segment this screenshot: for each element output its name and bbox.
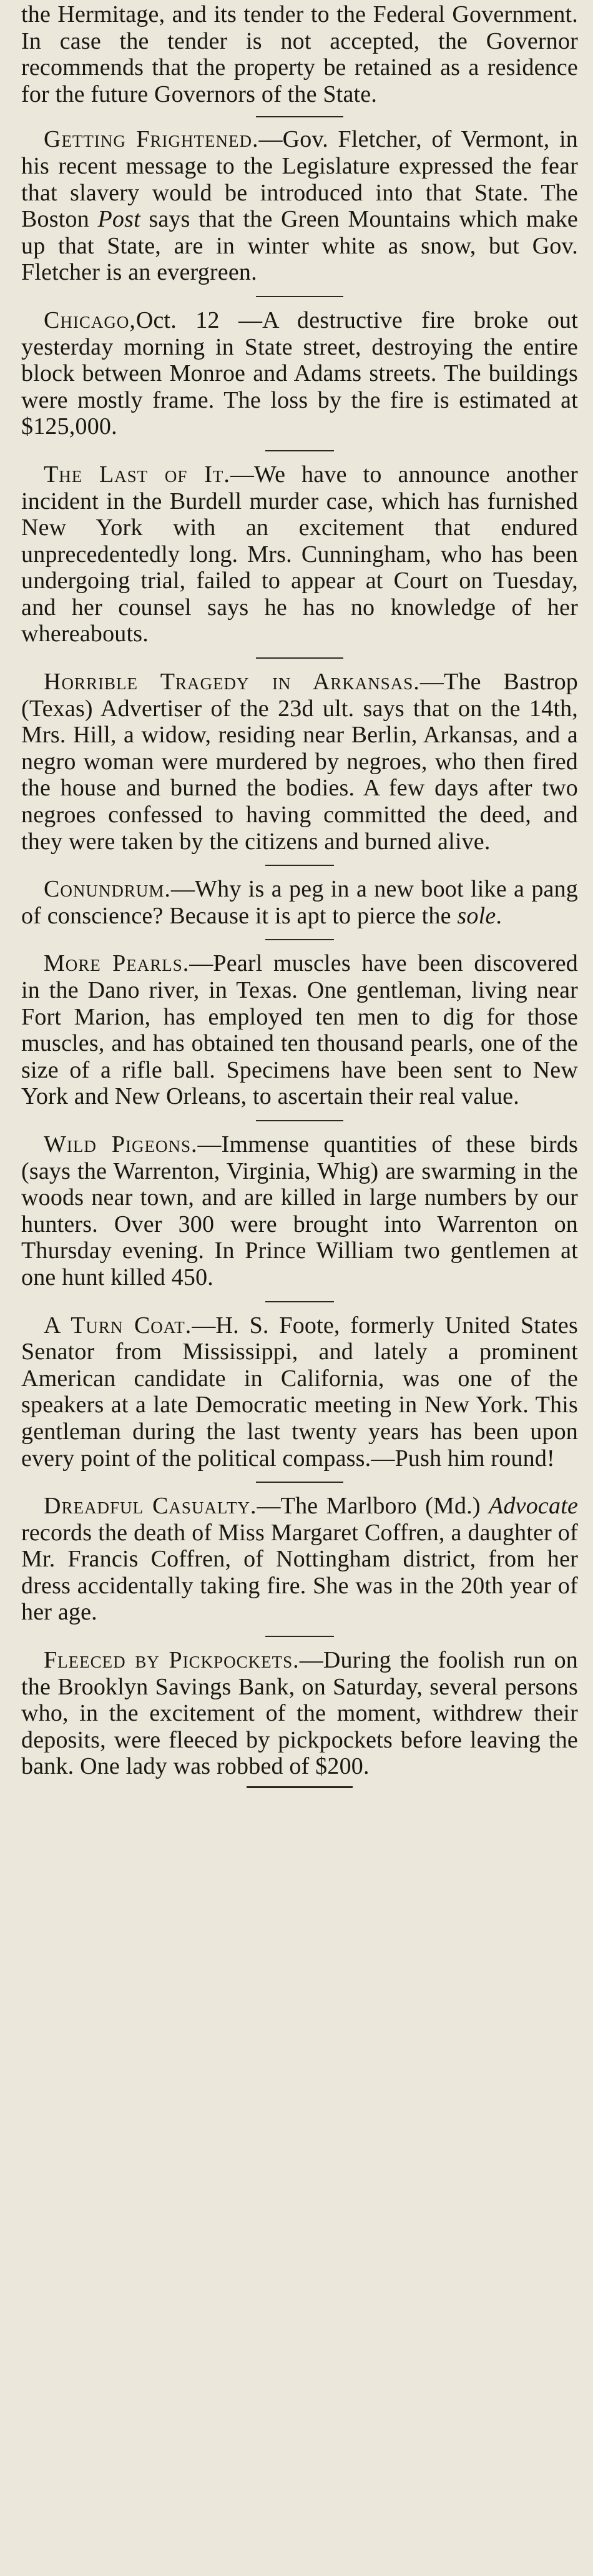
article-text: —H. S. Foote, formerly United States Senator from Mississippi, and lately a prominent American candidate in California, was one of the speakers at a late Democratic meeting in New York. This gentleman during the last twenty years has been upon every point of the political compass.—Push him round! xyxy=(21,1312,578,1472)
column-rule xyxy=(265,939,334,940)
column-rule xyxy=(265,865,334,866)
article-text: —Why is a peg in a new boot like a pang of conscience? Because it is apt to pierce the xyxy=(21,876,578,929)
article-text: —Gov. Fletcher, of Vermont, in his recent message to the Legislature expressed the fear that slavery would be introduced into that State. The Boston xyxy=(21,126,578,233)
article-more-pearls xyxy=(21,950,578,1110)
article-dreadful-casualty xyxy=(21,1493,578,1626)
column-end-rule xyxy=(247,1786,353,1788)
article-italic: Post xyxy=(97,206,140,233)
article-headline: Dreadful Casualty. xyxy=(44,1493,257,1520)
article-text: Oct. 12 —A destructive fire broke out yesterday morning in State street, destroying the entire block between Monroe and Adams streets. The buildings were mostly frame. The loss by the fire is estimated at $125,000. xyxy=(21,307,578,440)
column-rule xyxy=(265,1301,334,1302)
article-headline: Getting Frightened. xyxy=(44,126,259,153)
article-headline: More Pearls. xyxy=(44,950,190,977)
article-arkansas xyxy=(21,669,578,855)
article-italic: sole xyxy=(457,902,496,929)
article-text-tail: records the death of Miss Margaret Coffren, a daughter of Mr. Francis Coffren, of Nottingham district, from her dress accidentally taking fire. She was in the 20th year of her age. xyxy=(21,1519,578,1626)
article-hermitage xyxy=(21,1,578,107)
article-wild-pigeons xyxy=(21,1131,578,1291)
column-rule xyxy=(265,450,334,451)
article-text-tail: says that the Green Mountains which make up that State, are in winter white as snow, but Gov. Fletcher is an evergreen. xyxy=(21,206,579,286)
article-fleeced-by-pickpockets xyxy=(21,1647,578,1780)
article-headline: Wild Pigeons. xyxy=(44,1131,198,1158)
column-rule xyxy=(265,1636,334,1637)
article-last-of-it xyxy=(21,461,578,647)
article-text: —The Bastrop (Texas) Advertiser of the 23d ult. says that on the 14th, Mrs. Hill, a widow, residing near Berlin, Arkansas, and a negro woman were murdered by negroes, who then fired the house and burned the bodies. A few days after two negroes confessed to having committed the deed, and they were taken by the citizens and burned alive. xyxy=(21,669,578,855)
article-conundrum xyxy=(21,876,578,929)
article-headline: Conundrum. xyxy=(44,876,171,903)
article-headline: Horrible Tragedy in Arkansas. xyxy=(44,669,420,696)
article-headline: A Turn Coat. xyxy=(44,1312,192,1339)
column-rule xyxy=(256,296,343,297)
article-text: —Pearl muscles have been discovered in the Dano river, in Texas. One gentleman, living near Fort Marion, has employed ten men to dig for those muscles, and has obtained ten thousand pearls, one of the size of a rifle ball. Specimens have been sent to New York and New Orleans, to ascertain their real value. xyxy=(21,950,578,1110)
article-turn-coat xyxy=(21,1312,578,1472)
column-rule xyxy=(256,1482,343,1483)
column-rule xyxy=(256,657,343,659)
column-rule xyxy=(256,1120,343,1121)
article-text: —We have to announce another incident in the Burdell murder case, which has furnished New York with an excitement that endured unprecedentedly long. Mrs. Cunningham, who has been undergoing trial, failed to appear at Court on Tuesday, and her counsel says he has no knowledge of her whereabouts. xyxy=(21,461,578,647)
article-headline: Fleeced by Pickpockets. xyxy=(44,1647,300,1674)
article-headline: The Last of It. xyxy=(44,461,230,488)
article-text: —Immense quantities of these birds (says the Warrenton, Virginia, Whig) are swarming in the woods near town, and are killed in large numbers by our hunters. Over 300 were brought into Warrenton on Thursday evening. In Prince William two gentlemen at one hunt killed 450. xyxy=(21,1131,578,1290)
article-text: —During the foolish run on the Brooklyn Savings Bank, on Saturday, several persons who, in the excitement of the moment, withdrew their deposits, were fleeced by pickpockets before leaving the bank. One lady was robbed of $200. xyxy=(21,1647,578,1780)
article-headline: Chicago, xyxy=(44,307,136,333)
article-chicago xyxy=(21,307,578,440)
article-text-tail: . xyxy=(496,902,502,929)
article-italic: Advocate xyxy=(489,1493,579,1520)
article-text: —The Marlboro (Md.) xyxy=(257,1493,489,1520)
news-column xyxy=(21,1,578,1788)
column-rule xyxy=(256,116,343,117)
article-getting-frightened xyxy=(21,126,578,286)
article-text: the Hermitage, and its tender to the Federal Government. In case the tender is not accepted, the Governor recommends that the property be retained as a residence for the future Governors of the State. xyxy=(21,1,578,107)
